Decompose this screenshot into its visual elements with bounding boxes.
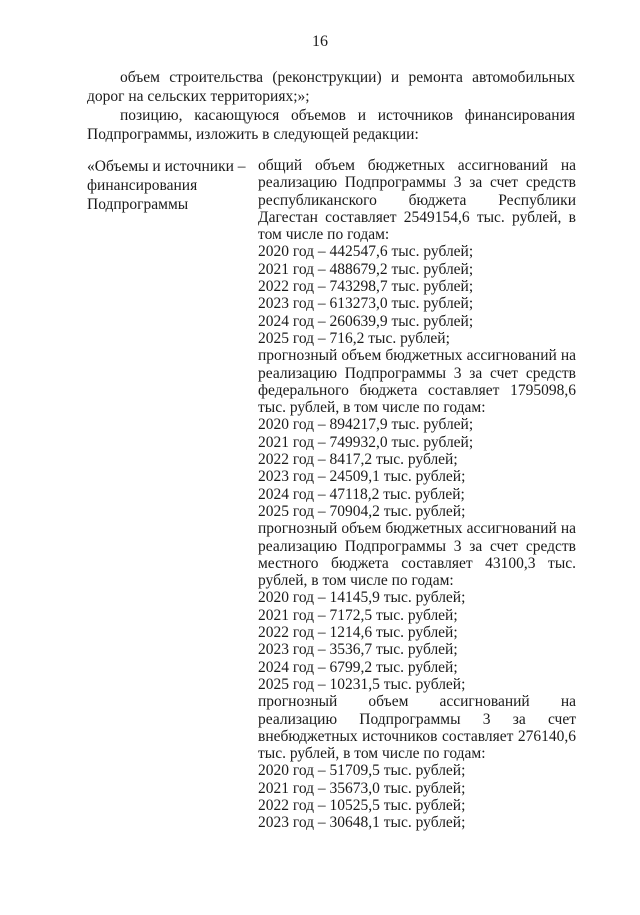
year-line: 2023 год – 24509,1 тыс. рублей;: [258, 468, 466, 486]
year-line: 2022 год – 8417,2 тыс. рублей;: [258, 451, 458, 469]
left-label-line: Подпрограммы: [87, 196, 189, 213]
year-line: 2024 год – 6799,2 тыс. рублей;: [258, 658, 458, 676]
republic-budget-text: общий объем бюджетных ассигнований на реализацию Подпрограммы 3 за счет средств республиканского бюджета Республики Дагестан составляет 2549154,6 тыс. рублей, в том числе по годам:: [258, 157, 576, 244]
year-line: 2021 год – 749932,0 тыс. рублей;: [258, 433, 474, 451]
year-line: 2025 год – 10231,5 тыс. рублей;: [258, 675, 466, 693]
year-line: 2020 год – 442547,6 тыс. рублей;: [258, 243, 474, 261]
year-line: 2021 год – 35673,0 тыс. рублей;: [258, 779, 466, 797]
table-right-column: [258, 157, 576, 832]
year-line: 2020 год – 51709,5 тыс. рублей;: [258, 762, 466, 780]
year-line: 2023 год – 30648,1 тыс. рублей;: [258, 814, 466, 832]
year-line: 2021 год – 7172,5 тыс. рублей;: [258, 606, 458, 624]
intro-paragraph-1: объем строительства (реконструкции) и ремонта автомобильных дорог на сельских территориях;»;: [87, 69, 575, 105]
page-number: 16: [312, 33, 328, 50]
year-line: 2020 год – 894217,9 тыс. рублей;: [258, 416, 474, 434]
extrabudget-text: прогнозный объем ассигнований на реализацию Подпрограммы 3 за счет внебюджетных источников составляет 276140,6 тыс. рублей, в том числе по годам:: [258, 693, 576, 763]
extrabudget-section: [258, 693, 576, 831]
year-line: 2022 год – 1214,6 тыс. рублей;: [258, 624, 458, 642]
intro-paragraph-2: позицию, касающуюся объемов и источников финансирования Подпрограммы, изложить в следующей редакции:: [87, 107, 575, 143]
republic-section: [258, 157, 576, 347]
table-left-column: [87, 157, 252, 214]
federal-section: [258, 347, 576, 520]
year-line: 2025 год – 716,2 тыс. рублей;: [258, 329, 450, 347]
federal-budget-text: прогнозный объем бюджетных ассигнований на реализацию Подпрограммы 3 за счет средств федерального бюджета составляет 1795098,6 тыс. рублей, в том числе по годам:: [258, 347, 576, 417]
year-line: 2022 год – 743298,7 тыс. рублей;: [258, 278, 474, 296]
local-section: [258, 520, 576, 693]
year-line: 2025 год – 70904,2 тыс. рублей;: [258, 502, 466, 520]
year-line: 2023 год – 3536,7 тыс. рублей;: [258, 641, 458, 659]
year-line: 2021 год – 488679,2 тыс. рублей;: [258, 260, 474, 278]
left-label-line: «Объемы и источники –: [87, 158, 246, 175]
year-line: 2022 год – 10525,5 тыс. рублей;: [258, 796, 466, 814]
year-line: 2024 год – 47118,2 тыс. рублей;: [258, 485, 465, 503]
year-line: 2023 год – 613273,0 тыс. рублей;: [258, 295, 474, 313]
intro-text: [87, 68, 575, 144]
year-line: 2020 год – 14145,9 тыс. рублей;: [258, 589, 466, 607]
local-budget-text: прогнозный объем бюджетных ассигнований на реализацию Подпрограммы 3 за счет средств местного бюджета составляет 43100,3 тыс. рублей, в том числе по годам:: [258, 520, 576, 590]
left-label-line: финансирования: [87, 177, 198, 194]
year-line: 2024 год – 260639,9 тыс. рублей;: [258, 312, 474, 330]
